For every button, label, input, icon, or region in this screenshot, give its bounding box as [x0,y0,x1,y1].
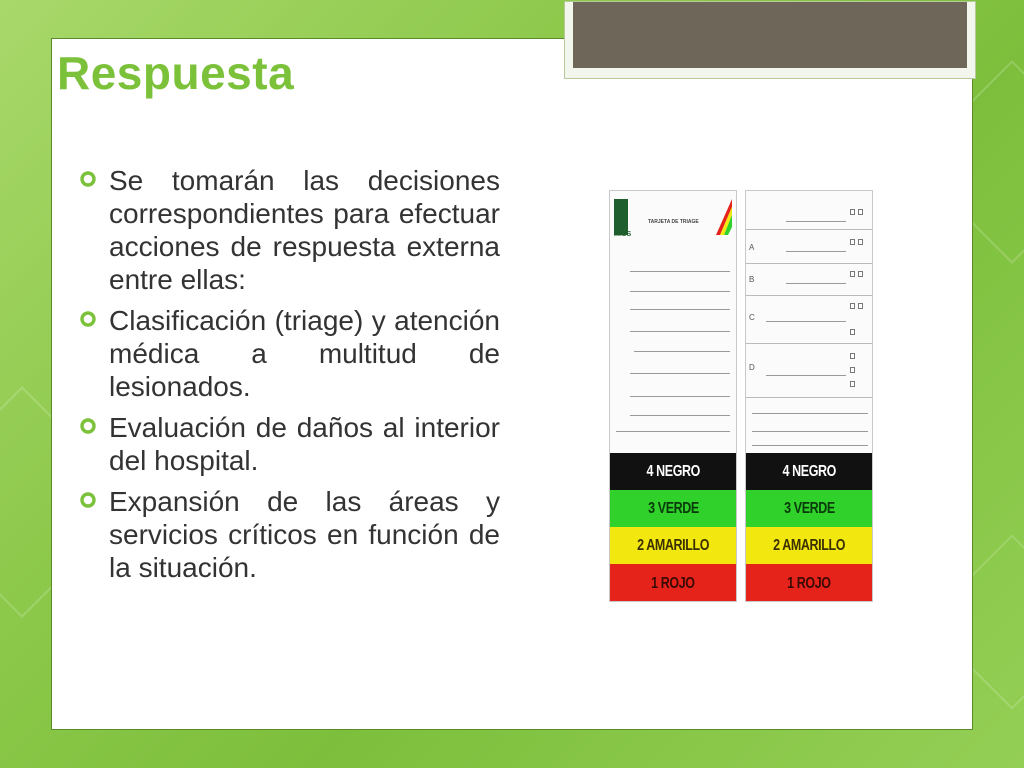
bullet-item [80,164,500,296]
triage-form-area [746,191,872,453]
band-label: 3 VERDE [783,499,835,517]
band-label: 4 NEGRO [782,462,836,480]
section-letter: B [749,275,755,284]
card-heading: TARJETA DE TRIAGE [648,219,699,225]
form-line [786,251,846,252]
checkbox [850,329,855,335]
form-line [630,291,730,292]
bullet-text: Expansión de las áreas y servicios críticos en función de la situación. [109,486,500,583]
checkbox [850,239,855,245]
triage-card-front [609,190,737,602]
imss-logo-text: IMSS [614,231,632,238]
band-label: 3 VERDE [647,499,699,517]
photo-placeholder [573,2,967,68]
form-line [786,283,846,284]
slide-title: Respuesta [57,47,295,99]
form-line [746,263,873,264]
form-line [630,331,730,332]
form-line [630,396,730,397]
section-letter: D [749,363,755,372]
band-label: 1 ROJO [651,574,695,592]
band-red [610,564,736,602]
band-green [610,490,736,527]
form-line [630,309,730,310]
checkbox [858,239,863,245]
checkbox [850,381,855,387]
bullet-text: Se tomarán las decisiones correspondientes para efectuar acciones de respuesta externa entre ellas: [109,165,500,295]
triage-cards-image [609,190,873,602]
form-line [746,343,873,344]
form-line [746,397,873,398]
bullet-icon [80,418,96,434]
form-line [630,373,730,374]
bullet-icon [80,171,96,187]
flag-icon [714,197,734,237]
imss-logo [614,199,628,235]
form-line [752,431,868,432]
form-line [786,221,846,222]
bullet-item [80,304,500,403]
bullet-icon [80,311,96,327]
checkbox [858,209,863,215]
form-line [616,431,730,432]
form-line [746,229,873,230]
band-yellow [610,527,736,564]
form-line [766,321,846,322]
checkbox [858,271,863,277]
band-label: 4 NEGRO [646,462,700,480]
band-yellow [746,527,872,564]
form-line [630,271,730,272]
checkbox [850,271,855,277]
form-line [746,295,873,296]
section-letter: A [749,243,755,252]
band-green [746,490,872,527]
section-letter: C [749,313,755,322]
form-line [752,445,868,446]
bullet-item [80,411,500,477]
band-black [610,453,736,490]
checkbox [850,209,855,215]
band-black [746,453,872,490]
band-label: 2 AMARILLO [637,536,709,554]
checkbox [850,353,855,359]
triage-form-area [610,191,736,453]
photo-placeholder-frame [564,1,976,79]
bullet-text: Clasificación (triage) y atención médica a multitud de lesionados. [109,305,500,402]
band-red [746,564,872,602]
bullet-item [80,485,500,584]
triage-card-back [745,190,873,602]
form-line [752,413,868,414]
form-line [630,415,730,416]
checkbox [858,303,863,309]
bullet-text: Evaluación de daños al interior del hospital. [109,412,500,476]
form-line [766,375,846,376]
bullet-icon [80,492,96,508]
band-label: 2 AMARILLO [773,536,845,554]
form-line [634,351,730,352]
checkbox [850,367,855,373]
checkbox [850,303,855,309]
band-label: 1 ROJO [787,574,831,592]
bullet-list [80,164,500,592]
